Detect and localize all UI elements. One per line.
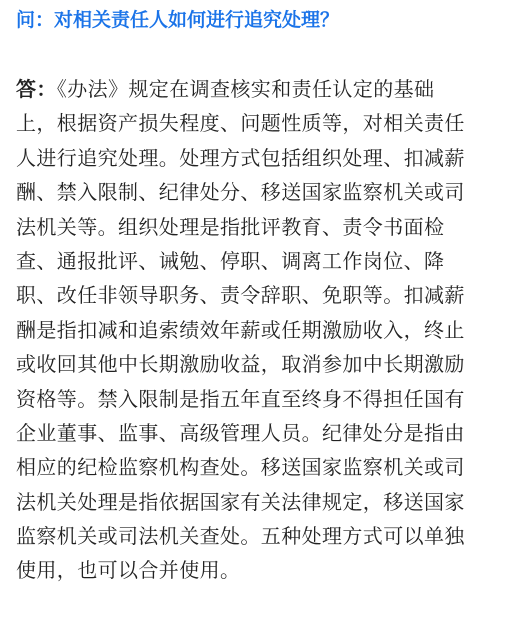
answer-line-12: 相应的纪检监察机构查处。移送国家监察机关或司: [16, 455, 465, 480]
answer-line-2: 上，根据资产损失程度、问题性质等，对相关责任: [16, 111, 465, 136]
answer-line-7: 职、改任非领导职务、责令辞职、免职等。扣减薪: [16, 283, 465, 308]
answer-line-6: 查、通报批评、诫勉、停职、调离工作岗位、降: [16, 248, 445, 273]
answer-line-4: 酬、禁入限制、纪律处分、移送国家监察机关或司: [16, 180, 465, 205]
answer-line-1: [16, 72, 516, 106]
answer-prefix: 答：: [16, 77, 57, 101]
answer-line-15: 使用，也可以合并使用。: [16, 558, 241, 583]
answer-text: 《办法》规定在调查核实和责任认定的基础: [56, 77, 435, 101]
answer-line-13: 法机关处理是指依据国家有关法律规定，移送国家: [16, 489, 465, 514]
answer-line-3: 人进行追究处理。处理方式包括组织处理、扣减薪: [16, 145, 465, 170]
answer-line-10: 资格等。禁入限制是指五年直至终身不得担任国有: [16, 386, 465, 411]
answer-line-11: 企业董事、监事、高级管理人员。纪律处分是指由: [16, 420, 465, 445]
answer-body: [16, 72, 516, 588]
answer-line-14: 监察机关或司法机关查处。五种处理方式可以单独: [16, 524, 465, 549]
answer-line-5: 法机关等。组织处理是指批评教育、责令书面检: [16, 214, 445, 239]
question-heading: 问：对相关责任人如何进行追究处理？: [16, 9, 340, 31]
answer-line-8: 酬是指扣减和追索绩效年薪或任期激励收入，终止: [16, 317, 465, 342]
qa-article: [16, 0, 516, 588]
answer-line-9: 或收回其他中长期激励收益，取消参加中长期激励: [16, 352, 465, 377]
